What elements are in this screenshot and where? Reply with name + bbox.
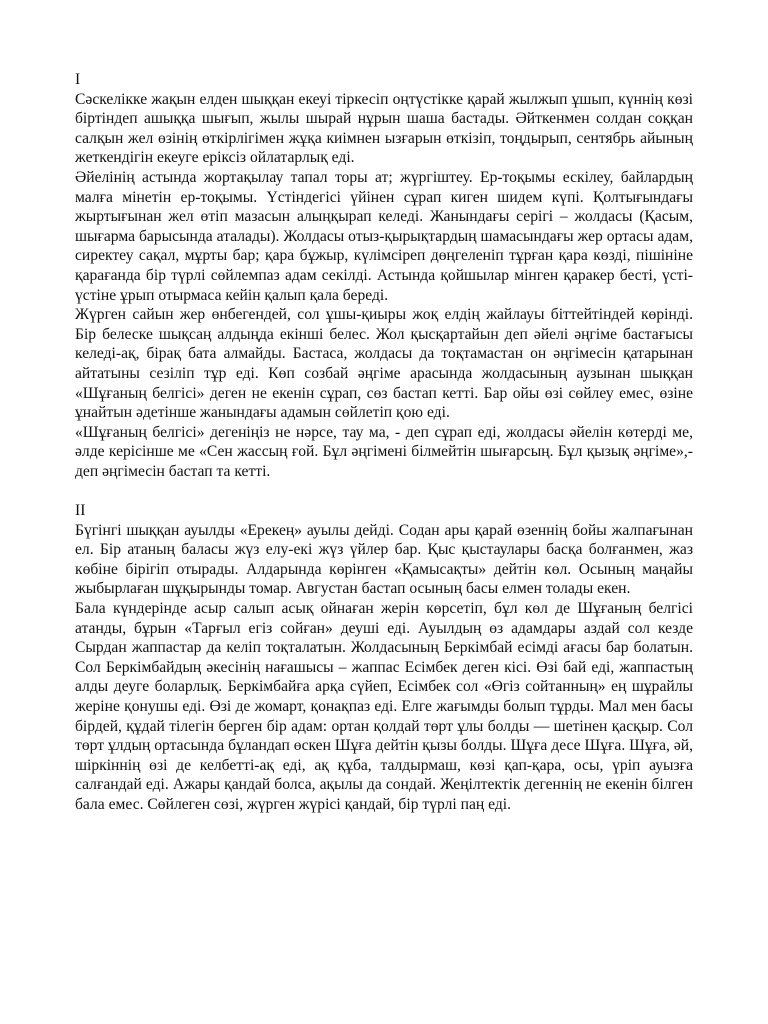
section-heading-1: I	[75, 71, 81, 88]
document-page	[75, 70, 693, 815]
section-1-paragraph-1: Сәскелікке жақын елден шыққан екеуі тіркесіп оңтүстікке қарай жылжып ұшып, күннің көзі біртіндеп ашыққа шығып, жылы шырай нұрын шаша бастады. Әйткенмен солдан соққан салқын жел өзінің өткірлігімен жұқа киімнен ызғарын өткізіп, тоңдырып, сентябрь айының жеткендігін екеуге ерiксiз ойлатарлық еді.	[75, 90, 693, 167]
section-2-paragraph-1: Бүгінгі шыққан ауылды «Ерекең» ауылы дейді. Содан ары қарай өзеннің бойы жалпағынан ел. Бір атаның баласы жүз елу-екі жүз үйлер бар. Қыс қыстаулары басқа болғанмен, жаз көбіне бірігіп отырады. Алдарында көрінген «Қамысақты» дейтін көл. Осының маңайы жыбырлаған шұқырынды томар. Августан бастап осының басы елмен толады екен.	[75, 521, 693, 598]
section-1-paragraph-4: «Шұғаның белгісі» дегеніңіз не нәрсе, тау ма, - деп сұрап еді, жолдасы әйелін көтерді ме, әлде керісінше ме «Сен жассың ғой. Бұл әңгімені білмейтін шығарсың. Бұл қызық әңгіме»,-деп әңгімесін бастап та кетті.	[75, 423, 693, 480]
section-1-paragraph-2: Әйелінің астында жортақылау тапал торы ат; жүргіштеу. Ер-тоқымы ескілеу, байлардың малға мінетін ер-тоқымы. Үстіндегісі үйінен сұрап киген шидем күпі. Қолтығындағы жыртығынан жел өтіп мазасын алыңқырап келеді. Жанындағы серігі – жолдасы (Қасым, шығарма барысында аталады). Жолдасы отыз-қырықтардың шамасындағы жер ортасы адам, сиректеу сақал, мұрты бар; қара бұжыр, күлімсіреп дөңгеленіп тұрған қара көзді, пішініне қарағанда бір түрлі сөйлемпаз адам секілді. Астында қойшылар мінген қаракер бесті, үсті-үстіне ұрып отырмаса кейін қалып қала береді.	[75, 168, 693, 304]
section-1-paragraph-3: Жүрген сайын жер өнбегендей, сол ұшы-қиыры жоқ елдің жайлауы біттейтіндей көрінді. Бір белеске шықсаң алдыңда екінші белес. Жол қысқартайын деп әйелі әңгіме бастағысы келеді-ақ, бірақ бата алмайды. Бастаса, жолдасы да тоқтамастан он әңгімесін қатарынан айтатыны сезіліп тұр еді. Көп созбай әңгіме арасында жолдасының аузынан шыққан «Шұғаның белгісі» деген не екенін сұрап, сөз бастап кетті. Бар ойы өзі сөйлеу емес, өзіне ұнайтын әдетінше жанындағы адамын сөйлетіп қою еді.	[75, 306, 693, 422]
section-2-paragraph-2: Бала күндерінде асыр салып асық ойнаған жерін көрсетіп, бұл көл де Шұғаның белгісі атанды, бұрын «Тарғыл егіз сойған» деуші еді. Ауылдың өз адамдары аздай сол кезде Сырдан жаппастар да келіп тоқталатын. Жолдасының Беркімбай есімді ағасы бар болатын. Сол Беркімбайдың әкесінің нағашысы – жаппас Есімбек деген кісі. Өзі бай еді, жаппастың алды деуге боларлық. Беркімбайға арқа сүйеп, Есімбек сол «Өгіз сойтанның» ең шұрайлы жеріне қонушы еді. Өзі де жомарт, қонақпаз еді. Елге жағымды болып тұрды. Мал мен басы бірдей, құдай тілегін берген бір адам: ортан қолдай төрт ұлы болды — шетінен қасқыр. Сол төрт ұлдың ортасында бұландап өскен Шұға дейтін қызы болды. Шұға десе Шұға. Шұға, әй, шіркіннің өзі де келбетті-ақ еді, ақ құба, талдырмаш, көзі қап-қара, осы, үріп ауызға салғандай еді. Ажары қандай болса, ақылы да сондай. Жеңілтектік дегеннің не екенін білген бала емес. Сөйлеген сөзі, жүрген жүрісі қандай, бір түрлі паң еді.	[75, 600, 693, 813]
section-gap	[75, 481, 693, 501]
section-heading-2: II	[75, 502, 86, 520]
